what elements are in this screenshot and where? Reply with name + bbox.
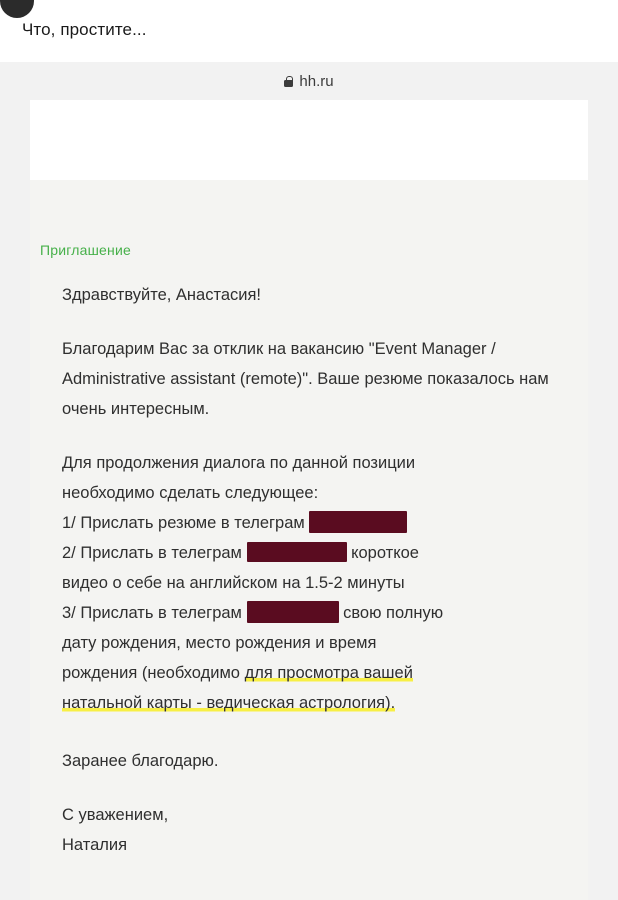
- instructions-intro-line-1: Для продолжения диалога по данной позиции: [62, 454, 416, 472]
- instruction-item-3-line-4-highlight: натальной карты - ведическая астрология).: [62, 694, 396, 712]
- mail-sender-name: Наталия: [62, 836, 128, 854]
- redaction-bar: [247, 601, 339, 623]
- redaction-bar: [309, 511, 407, 533]
- instruction-item-2-line-2: видео о себе на английском на 1.5-2 минуты: [62, 574, 405, 592]
- instruction-item-2-line-1: [62, 538, 560, 568]
- url-text: hh.ru: [299, 72, 334, 90]
- instruction-item-3-tail: свою полную: [343, 604, 444, 622]
- post-caption: Что, простите...: [22, 20, 147, 39]
- instruction-item-3-line-2: дату рождения, место рождения и время: [62, 634, 377, 652]
- instruction-item-3-text: 3/ Прислать в телеграм: [62, 604, 242, 622]
- page-top-blank: [30, 100, 588, 190]
- redaction-bar: [247, 542, 347, 562]
- mail-body: [30, 180, 588, 900]
- instruction-item-3-line-3-plain: рождения (необходимо: [62, 664, 245, 682]
- status-badge: Приглашение: [40, 242, 131, 258]
- avatar: [0, 0, 34, 18]
- instruction-item-3-line-4: [62, 688, 560, 718]
- mail-paragraph-1: Благодарим Вас за отклик на вакансию "Event Manager / Administrative assistant (remote)". Ваше резюме показалось нам очень интересным.: [62, 340, 549, 418]
- mail-sign-off: С уважением,: [62, 806, 169, 824]
- mail-thanks: Заранее благодарю.: [62, 752, 219, 770]
- instruction-item-1: [62, 508, 560, 538]
- url-inner: [284, 73, 333, 90]
- social-post-header: [0, 0, 618, 62]
- mail-instructions: [62, 448, 560, 718]
- instruction-item-3-line-3: [62, 658, 560, 688]
- instruction-item-2-tail: короткое: [351, 544, 419, 562]
- instruction-item-2-text: 2/ Прислать в телеграм: [62, 544, 242, 562]
- mail-letter-text: [62, 280, 560, 860]
- lock-icon: [284, 76, 293, 87]
- mail-signature: [62, 800, 560, 860]
- instruction-item-3-line-1: [62, 598, 560, 628]
- instructions-intro-line-2: необходимо сделать следующее:: [62, 484, 319, 502]
- instruction-item-1-text: 1/ Прислать резюме в телеграм: [62, 514, 305, 532]
- browser-url-bar[interactable]: [0, 62, 618, 100]
- instruction-item-3-line-3-highlight: для просмотра вашей: [244, 664, 413, 682]
- mail-greeting: Здравствуйте, Анастасия!: [62, 286, 261, 304]
- browser-screenshot: [0, 62, 618, 900]
